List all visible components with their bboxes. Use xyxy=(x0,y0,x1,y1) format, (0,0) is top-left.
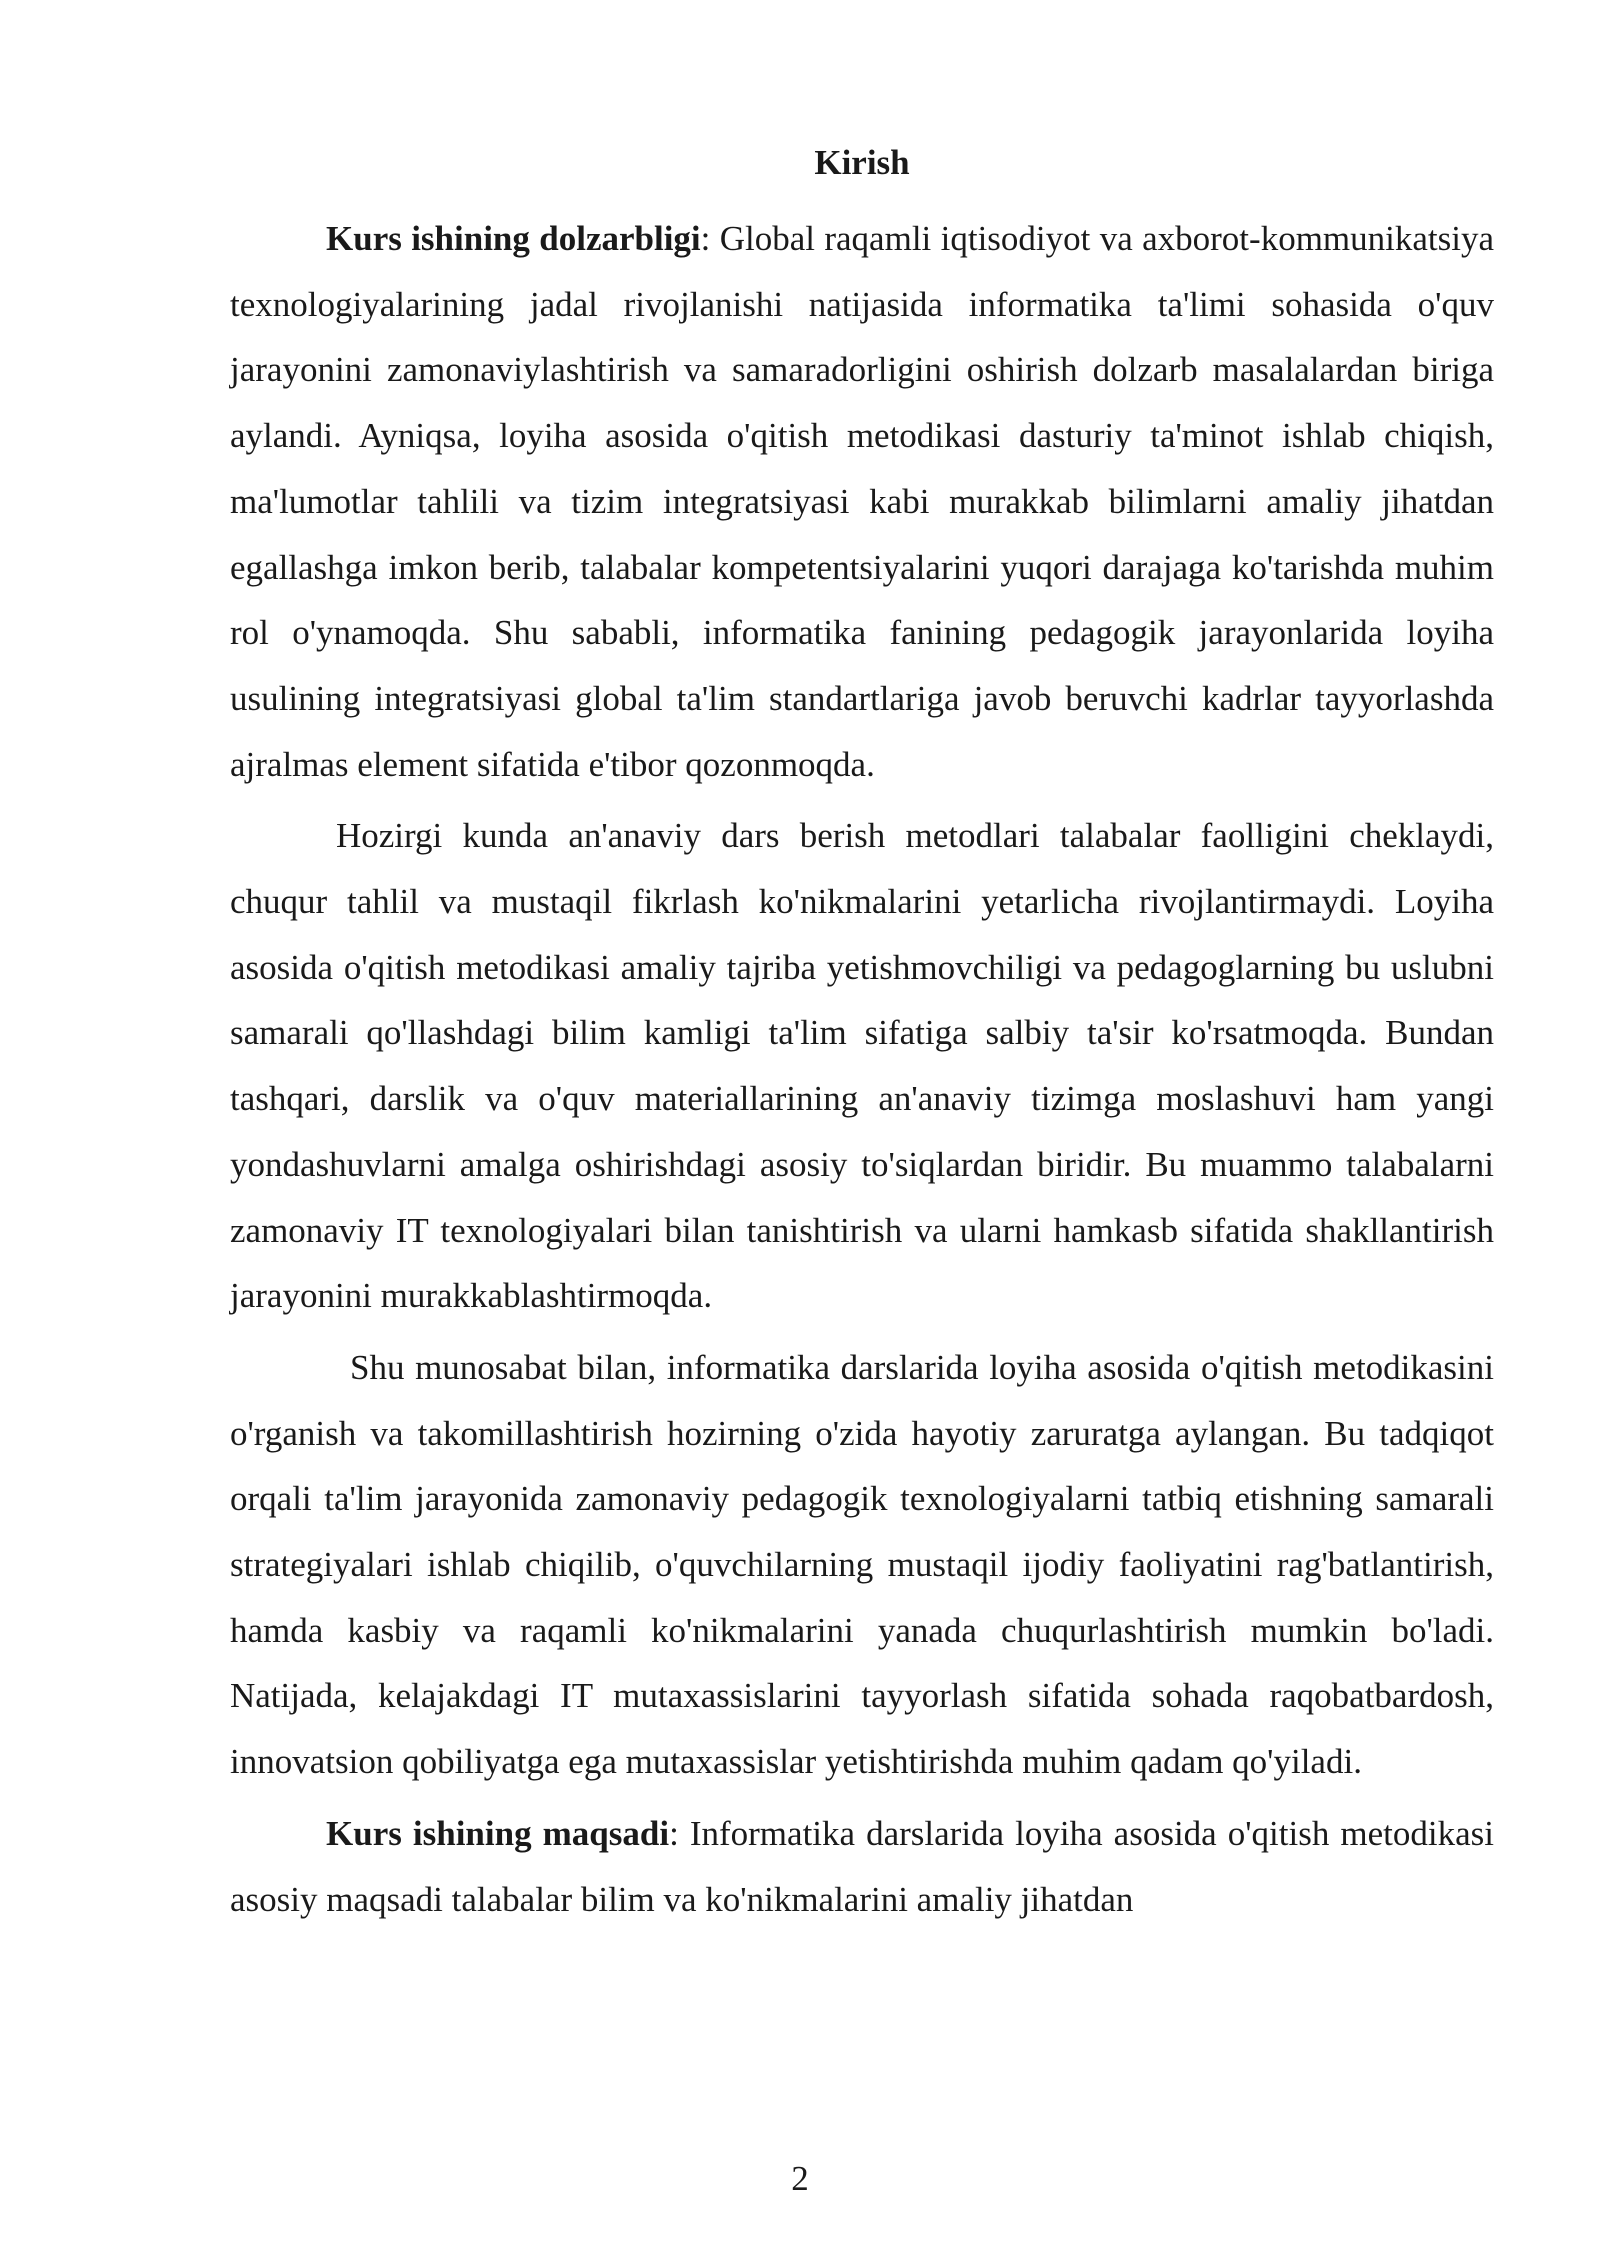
paragraph-lead-colon: : xyxy=(700,219,711,258)
section-heading: Kirish xyxy=(814,143,910,182)
paragraph-lead-relevance: Kurs ishining dolzarbligi xyxy=(326,219,701,258)
paragraph-lead-goal: Kurs ishining maqsadi xyxy=(326,1813,670,1853)
paragraph-goal xyxy=(230,1801,1494,1932)
paragraph-text: Hozirgi kunda an'anaviy dars berish metodlari talabalar faolligini cheklaydi, chuqur tahlil va mustaqil fikrlash ko'nikmalarini yetarlicha rivojlantirmaydi. Loyiha asosida o'qitish metodikasi amaliy tajriba yetishmovchiligi va pedagoglarning bu uslubni samarali qo'llashdagi bilim kamligi ta'lim sifatiga salbiy ta'sir ko'rsatmoqda. Bundan tashqari, darslik va o'quv materiallarining an'anaviy tizimga moslashuvi ham yangi yondashuvlarni amalga oshirishdagi asosiy to'siqlardan biridir. Bu muammo talabalarni zamonaviy IT texnologiyalari bilan tanishtirish va ularni hamkasb sifatida shakllantirish jarayonini murakkablashtirmoqda. xyxy=(230,816,1494,1316)
paragraph-text: Informatika darslarida loyiha asosida o'qitish metodikasi asosiy maqsadi talabalar bilim va ko'nikmalarini amaliy jihatdan xyxy=(230,1813,1494,1919)
paragraph-text: Shu munosabat bilan, informatika darslarida loyiha asosida o'qitish metodikasini o'rganish va takomillashtirish hozirning o'zida hayotiy zaruratga aylangan. Bu tadqiqot orqali ta'lim jarayonida zamonaviy pedagogik texnologiyalarni tatbiq etishning samarali strategiyalari ishlab chiqilib, o'quvchilarning mustaqil ijodiy faoliyatini rag'batlantirish, hamda kasbiy va raqamli ko'nikmalarini yanada chuqurlashtirish mumkin bo'ladi. Natijada, kelajakdagi IT mutaxassislarini tayyorlash sifatida sohada raqobatbardosh, innovatsion qobiliyatga ega mutaxassislar yetishtirishda muhim qadam qo'yiladi. xyxy=(230,1347,1494,1782)
paragraph-lead-colon: : xyxy=(669,1813,679,1853)
page-number: 2 xyxy=(791,2159,809,2198)
paragraph-relevance xyxy=(230,206,1494,797)
paragraph-text: Global raqamli iqtisodiyot va axborot-kommunikatsiya texnologiyalarining jadal rivojlanishi natijasida informatika ta'limi sohasida o'quv jarayonini zamonaviylashtirish va samaradorligini oshirish dolzarb masalalardan biriga aylandi. Ayniqsa, loyiha asosida o'qitish metodikasi dasturiy ta'minot ishlab chiqish, ma'lumotlar tahlili va tizim integratsiyasi kabi murakkab bilimlarni amaliy jihatdan egallashga imkon berib, talabalar kompetentsiyalarini yuqori darajaga ko'tarishda muhim rol o'ynamoqda. Shu sababli, informatika fanining pedagogik jarayonlarida loyiha usulining integratsiyasi global ta'lim standartlariga javob beruvchi kadrlar tayyorlashda ajralmas element sifatida e'tibor qozonmoqda. xyxy=(230,219,1494,784)
paragraph-problem xyxy=(230,803,1494,1329)
document-page xyxy=(230,140,1494,1932)
paragraph-necessity xyxy=(230,1335,1494,1795)
